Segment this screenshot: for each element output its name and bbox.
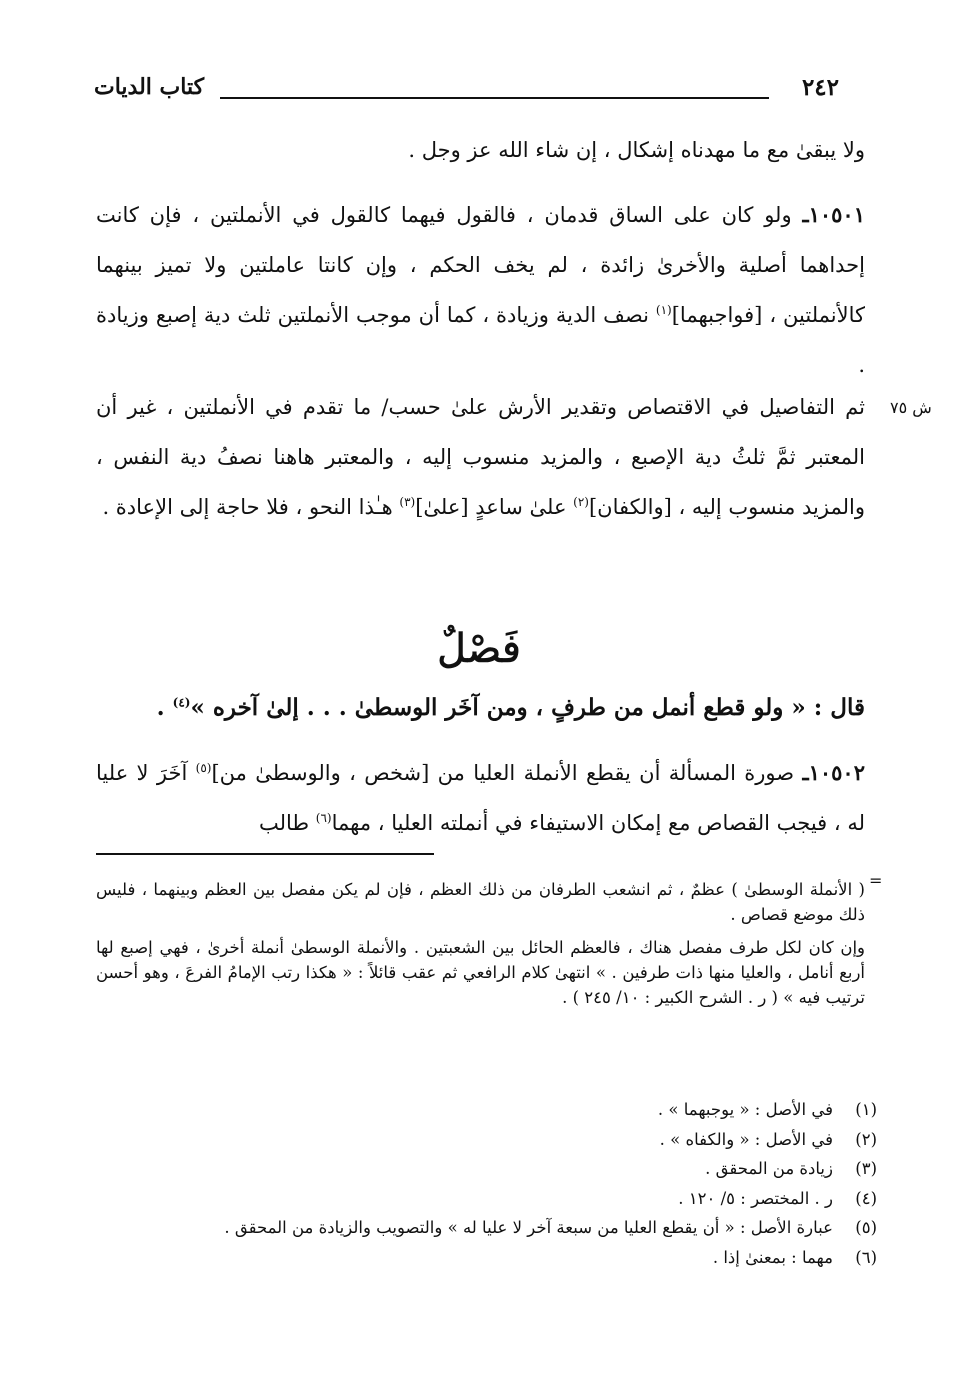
paragraph-text: ولو كان على الساق قدمان ، فالقول فيهما كالقول في الأنملتين ، فإن كانت إحداهما أصلية والأخرىٰ زائدة ، لم يخف الحكم ، وإن كانتا عاملتين ولا تميز بينهما كالأنملتين ، [فواجبهما] [96,203,866,327]
margin-note: ش ٧٥ [890,398,932,417]
footnote-text: في الأصل : « يوجبهما » . [657,1100,833,1119]
paragraph-text: علىٰ ساعدٍ [علىٰ] [415,495,574,519]
paragraph-3 [96,382,865,532]
footnote-number: (٣) [855,1159,877,1178]
footnote-item [224,1243,877,1273]
footnote-item [224,1095,877,1125]
paragraph-1-text: ولا يبقىٰ مع ما مهدناه إشكال ، إن شاء الله عز وجل . [408,138,865,162]
footnote-text: في الأصل : « والكفاه » . [659,1129,833,1149]
footnote-item [224,1184,877,1214]
header-rule [220,97,769,99]
footnote-continued-text: وإن كان لكل طرف مفصل هناك ، فالعظم الحائل بين الشعبتين . والأنملة الوسطىٰ أنملة أخرىٰ ، فهي إصبع لها أربع أنامل ، والعليا منها ذات طرفين . » انتهىٰ كلام الرافعي ثم عقب قائلاً : « هكذا رتب الإمامُ الفرعَ ، وهو أحسن ترتيب فيه » ( ر . الشرح الكبير : ١٠/ ٢٤٥ ) . [96,938,865,1007]
paragraph-text: نصف الدية وزيادة ، كما أن موجب الأنملتين ثلث دية إصبع وزيادة . [96,303,865,377]
qala-line [96,683,865,733]
footnote-continuation [96,877,865,1010]
footnote-ref-2[interactable]: (٢) [573,495,589,509]
footnote-item [224,1213,877,1243]
footnote-number: (٢) [855,1129,877,1149]
paragraph-text: هـٰذا النحو ، فلا حاجة إلى الإعادة . [102,495,400,519]
section-heading [0,618,957,680]
footnote-ref-4[interactable]: (٤) [172,695,191,710]
footnote-item [224,1154,877,1184]
paragraph-text: طالب [258,811,316,835]
footnote-continuation-mark: = [869,871,883,890]
paragraph-text: صورة المسألة أن يقطع الأنملة العليا من [شخص ، والوسطىٰ من] [211,761,803,785]
book-title: كتاب الديات [94,74,205,100]
footnote-text: عبارة الأصل : « أن يقطع العليا من سبعة آخر لا عليا له » والتصويب والزيادة من المحقق . [224,1218,833,1237]
footnote-list [224,1095,877,1272]
paragraph-number: ١٠٥٠١ـ [802,202,865,227]
footnote-continued-text: ( الأنملة الوسطىٰ ) عظمٌ ، ثم انشعب الطرفان من ذلك العظم ، فإن لم يكن مفصل بين العظم وبينهما ، فليس ذلك موضع قصاص . [96,880,865,924]
qala-text: قال : « ولو قطع أنمل من طرفٍ ، ومن آخَر الوسطىٰ . . . إلىٰ آخره » [190,694,865,721]
paragraph-1 [96,125,865,175]
footnote-ref-5[interactable]: (٥) [195,761,212,775]
paragraph-text: آخَرَ لا عليا له ، فيجب القصاص مع إمكان الاستيفاء في أنملته العليا ، مهما [96,761,865,835]
footnote-ref-1[interactable]: (١) [655,303,672,317]
footnote-number: (٥) [855,1218,877,1237]
paragraph-10502 [96,748,865,848]
paragraph-10501 [96,190,865,390]
footnote-separator [96,853,434,855]
footnote-number: (١) [855,1100,877,1119]
footnote-number: (٤) [855,1188,877,1208]
page-header [94,70,839,110]
fasl-calligraphy [419,618,539,676]
footnote-ref-3[interactable]: (٣) [399,495,416,509]
fasl-text: فَصْلٌ [436,626,521,672]
page-number: ٢٤٢ [801,74,839,101]
qala-end: . [156,694,173,721]
footnote-number: (٦) [855,1247,877,1267]
footnote-text: ر . المختصر : ٥/ ١٢٠ . [678,1188,833,1208]
paragraph-text: ثم التفاصيل في الاقتصاص وتقدير الأرش علىٰ حسب/ ما تقدم في الأنملتين ، غير أن المعتبر ثمَّ ثلثُ دية الإصبع ، والمزيد منسوب إليه ، والمعتبر هاهنا نصفُ دية النفس ، والمزيد منسوب إليه ، [والكفان] [96,395,865,519]
footnote-text: زيادة من المحقق . [705,1159,833,1178]
footnote-text: مهما : بمعنىٰ إذا . [712,1247,833,1267]
footnote-ref-6[interactable]: (٦) [315,811,332,825]
paragraph-number: ١٠٥٠٢ـ [802,760,865,785]
footnote-item [224,1125,877,1155]
